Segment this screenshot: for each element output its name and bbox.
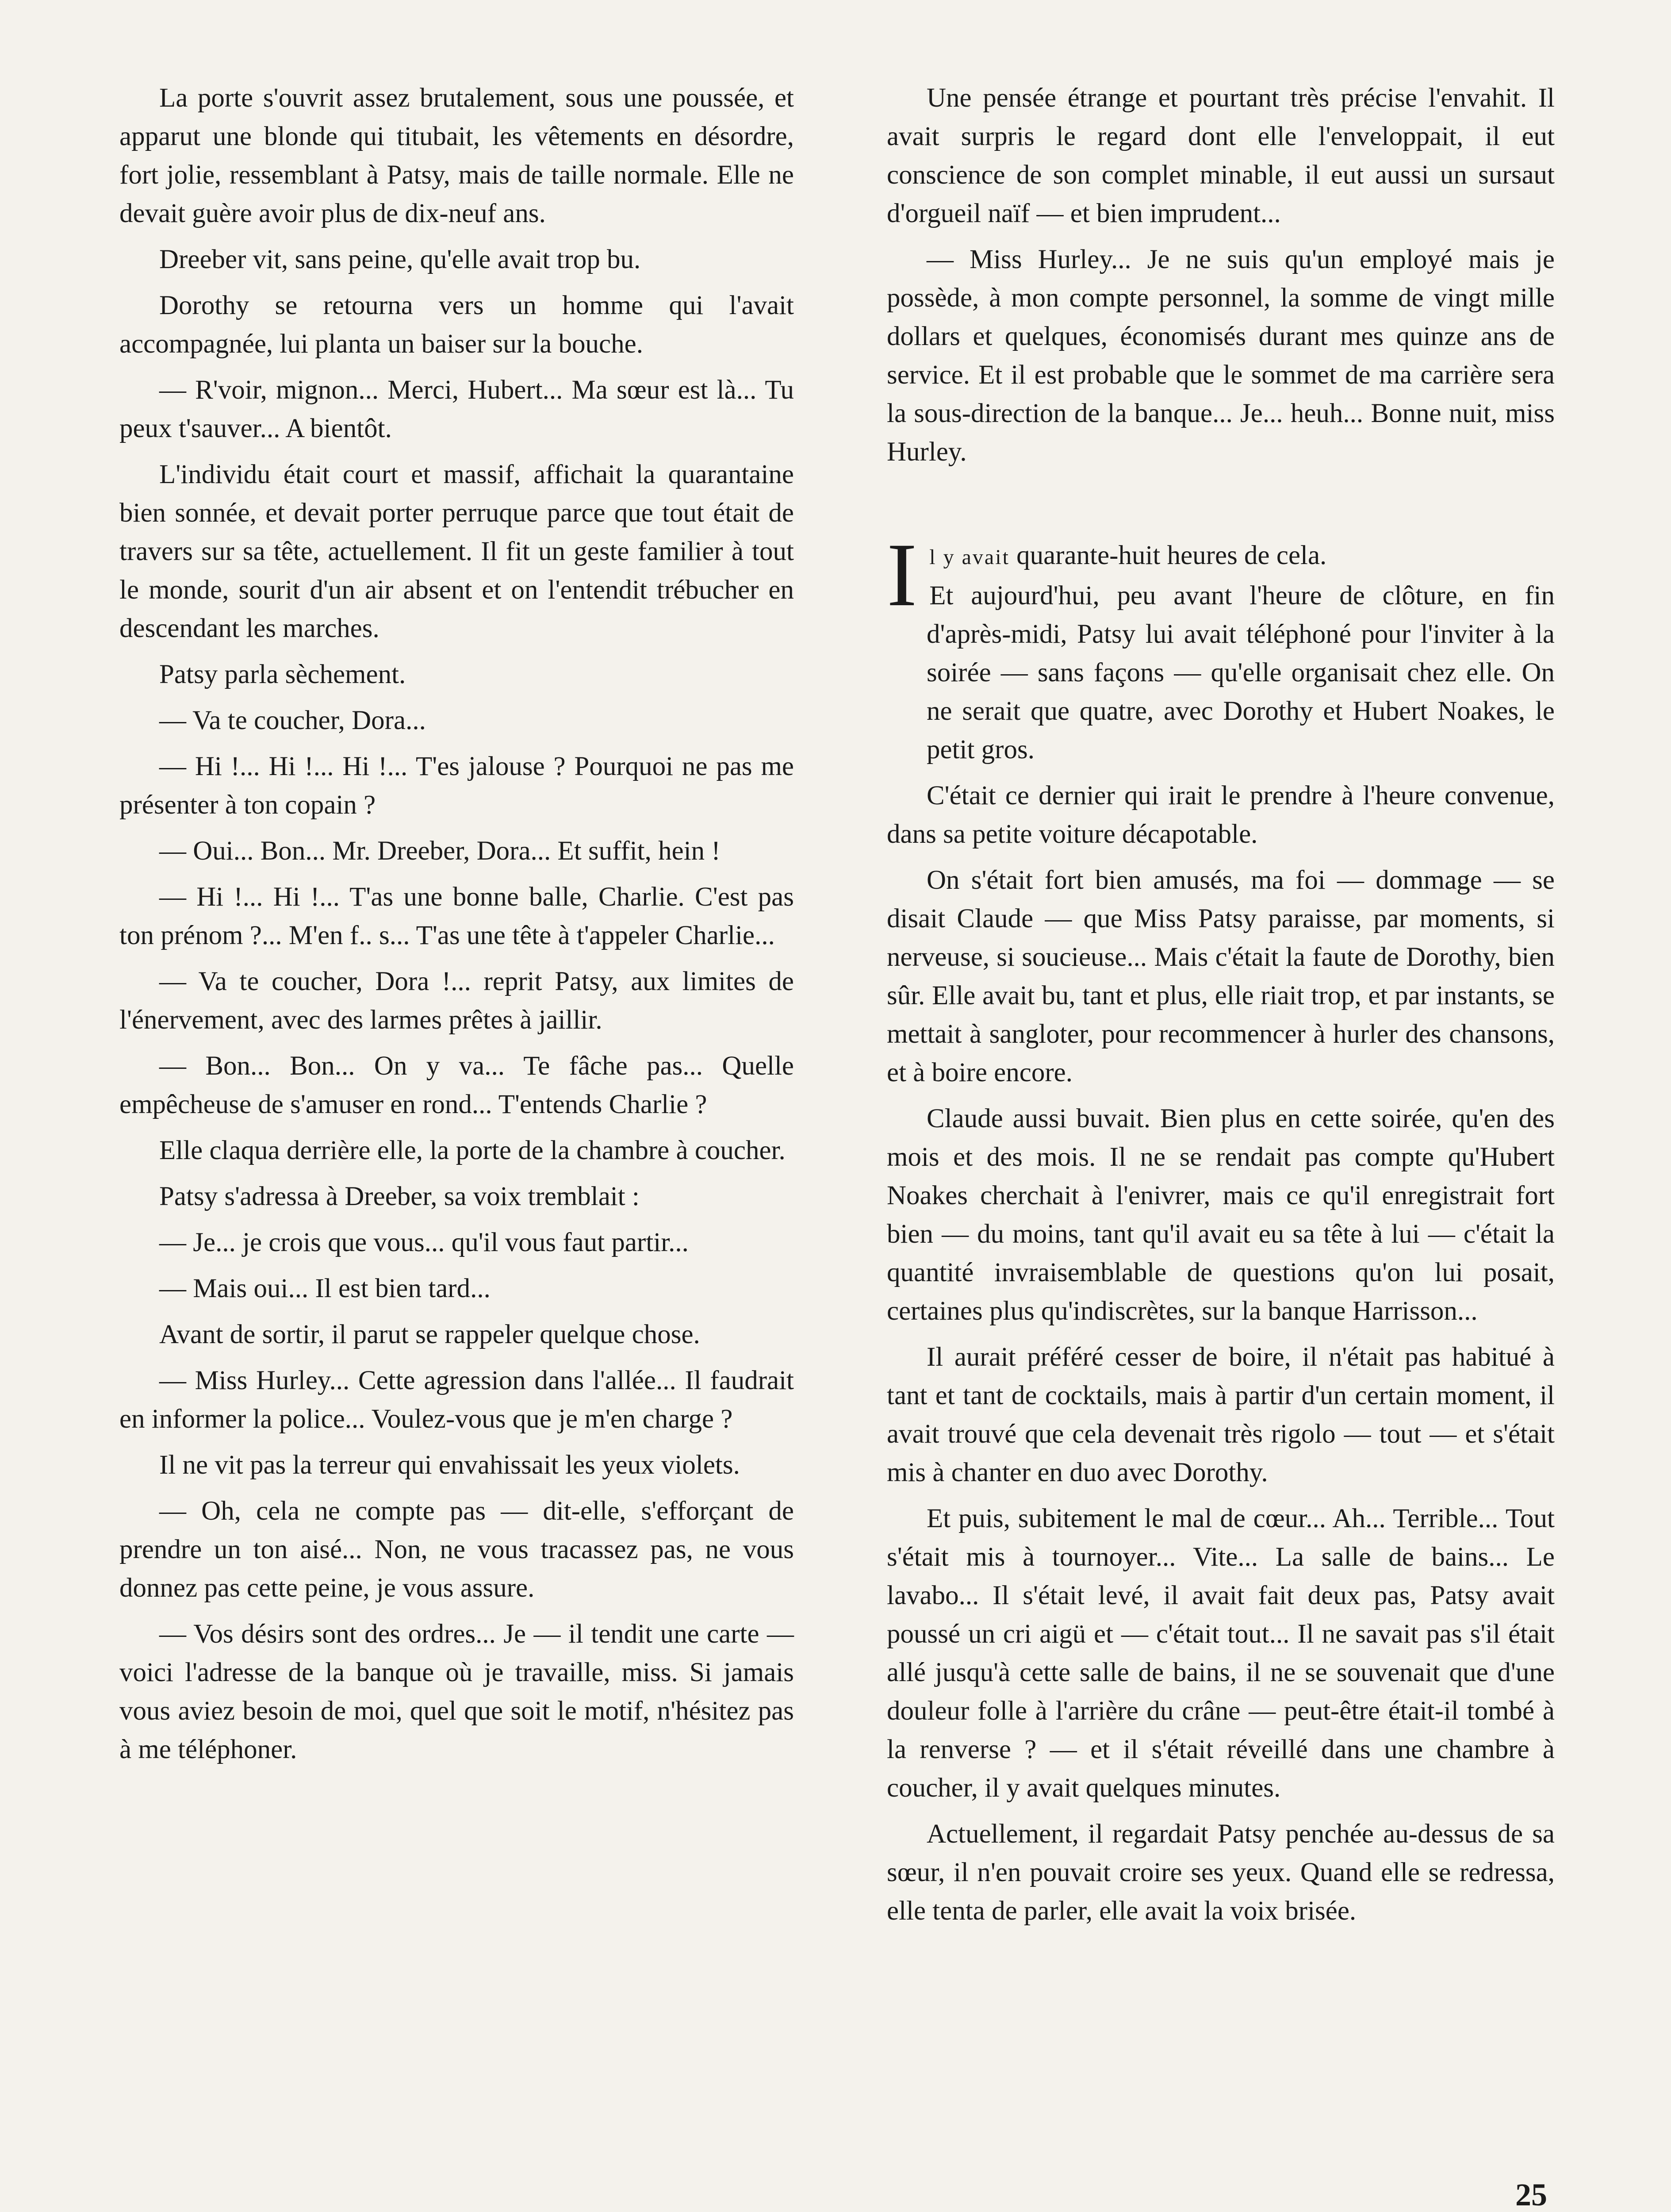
paragraph: — Miss Hurley... Je ne suis qu'un employé mais je possède, à mon compte personnel, la somme de vingt mille dollars et quelques, économisés durant mes quinze ans de service. Et il est probable que le sommet de ma carrière sera la sous-direction de la banque... Je... heuh... Bonne nuit, miss Hurley. [887,245,1555,467]
paragraph: Et puis, subitement le mal de cœur... Ah... Terrible... Tout s'était mis à tournoyer... Vite... La salle de bains... Le lavabo... Il s'était levé, il avait fait deux pas, Patsy avait poussé un cri aigü et — c'était tout... Il ne savait pas s'il était allé jusqu'à cette salle de bains, il ne se souvenait que d'une douleur folle à l'arrière du crâne — peut-être était-il tombé à la renverse ? — et il s'était réveillé dans une chambre à coucher, il y avait quelques minutes. [887,1504,1555,1803]
section-opening-paragraph [887,525,1555,769]
paragraph: Patsy s'adressa à Dreeber, sa voix tremblait : [159,1182,640,1211]
paragraph: — Vos désirs sont des ordres... Je — il tendit une carte — voici l'adresse de la banque où je travaille, miss. Si jamais vous aviez besoin de moi, quel que soit le motif, n'hésitez pas à me téléphoner. [119,1619,794,1764]
paragraph: Il ne vit pas la terreur qui envahissait les yeux violets. [159,1450,740,1480]
drop-cap: I [887,525,917,625]
paragraph: — Oui... Bon... Mr. Dreeber, Dora... Et suffit, hein ! [159,836,721,866]
paragraph: L'individu était court et massif, affichait la quarantaine bien sonnée, et devait porter perruque parce que tout était de travers sur sa tête, actuellement. Il fit un geste familier à tout le monde, sourit d'un air absent et on l'entendit trébucher en descendant les marches. [119,460,794,643]
left-text-column [119,79,794,1776]
paragraph: Il aurait préféré cesser de boire, il n'était pas habitué à tant et tant de cocktails, mais à partir d'un certain moment, il avait trouvé que cela devenait très rigolo — tout — et s'était mis à chanter en duo avec Dorothy. [887,1342,1555,1487]
paragraph: Patsy parla sèchement. [159,660,406,689]
paragraph: — Va te coucher, Dora... [159,706,426,735]
small-caps-lead: l y avait [929,545,1010,569]
paragraph: Actuellement, il regardait Patsy penchée au-dessus de sa sœur, il n'en pouvait croire ses yeux. Quand elle se redressa, elle tenta de parler, elle avait la voix brisée. [887,1819,1555,1926]
paragraph: Une pensée étrange et pourtant très précise l'envahit. Il avait surpris le regard dont elle l'enveloppait, il eut conscience de son complet minable, il eut aussi un sursaut d'orgueil naïf — et bien imprudent... [887,83,1555,228]
paragraph: Elle claqua derrière elle, la porte de la chambre à coucher. [159,1136,786,1165]
paragraph: — Je... je crois que vous... qu'il vous faut partir... [159,1228,689,1257]
opening-continuation: Et aujourd'hui, peu avant l'heure de clôture, en fin d'après-midi, Patsy lui avait téléphoné pour l'inviter à la soirée — sans façons — qu'elle organisait chez elle. On ne serait que quatre, avec Dorothy et Hubert Noakes, le petit gros. [927,581,1555,764]
section-break [887,479,1555,536]
paragraph: — Bon... Bon... On y va... Te fâche pas... Quelle empêcheuse de s'amuser en rond... T'entends Charlie ? [119,1051,794,1119]
paragraph: — Miss Hurley... Cette agression dans l'allée... Il faudrait en informer la police... Voulez-vous que je m'en charge ? [119,1366,794,1434]
paragraph: — Mais oui... Il est bien tard... [159,1274,491,1303]
paragraph: Dreeber vit, sans peine, qu'elle avait trop bu. [159,245,641,274]
paragraph: — Hi !... Hi !... T'as une bonne balle, Charlie. C'est pas ton prénom ?... M'en f.. s... T'as une tête à t'appeler Charlie... [119,882,794,950]
paragraph: On s'était fort bien amusés, ma foi — dommage — se disait Claude — que Miss Patsy paraisse, par moments, si nerveuse, si soucieuse... Mais c'était la faute de Dorothy, bien sûr. Elle avait bu, tant et plus, elle riait trop, et par instants, se mettait à sangloter, pour recommencer à hurler des chansons, et à boire encore. [887,865,1555,1087]
right-text-column [887,79,1555,1938]
paragraph: — Oh, cela ne compte pas — dit-elle, s'efforçant de prendre un ton aisé... Non, ne vous tracassez pas, ne vous donnez pas cette peine, je vous assure. [119,1496,794,1603]
paragraph: — Hi !... Hi !... Hi !... T'es jalouse ? Pourquoi ne pas me présenter à ton copain ? [119,752,794,820]
opening-text: quarante-huit heures de cela. [1009,541,1327,570]
paragraph: La porte s'ouvrit assez brutalement, sous une poussée, et apparut une blonde qui titubait, les vêtements en désordre, fort jolie, ressemblant à Patsy, mais de taille normale. Elle ne devait guère avoir plus de dix-neuf ans. [119,83,794,228]
paragraph: — Va te coucher, Dora !... reprit Patsy, aux limites de l'énervement, avec des larmes prêtes à jaillir. [119,967,794,1035]
page-number: 25 [1515,2177,1547,2212]
paragraph: Avant de sortir, il parut se rappeler quelque chose. [159,1320,700,1349]
paragraph: C'était ce dernier qui irait le prendre à l'heure convenue, dans sa petite voiture décapotable. [887,781,1555,849]
paragraph: — R'voir, mignon... Merci, Hubert... Ma sœur est là... Tu peux t'sauver... A bientôt. [119,375,794,443]
paragraph: Claude aussi buvait. Bien plus en cette soirée, qu'en des mois et des mois. Il ne se rendait pas compte qu'Hubert Noakes cherchait à l'enivrer, mais ce qu'il enregistrait fort bien — du moins, tant qu'il avait eu sa tête à lui — c'était la quantité invraisemblable de questions qu'on lui posait, certaines plus qu'indiscrètes, sur la banque Harrisson... [887,1104,1555,1326]
paragraph: Dorothy se retourna vers un homme qui l'avait accompagnée, lui planta un baiser sur la bouche. [119,291,794,359]
